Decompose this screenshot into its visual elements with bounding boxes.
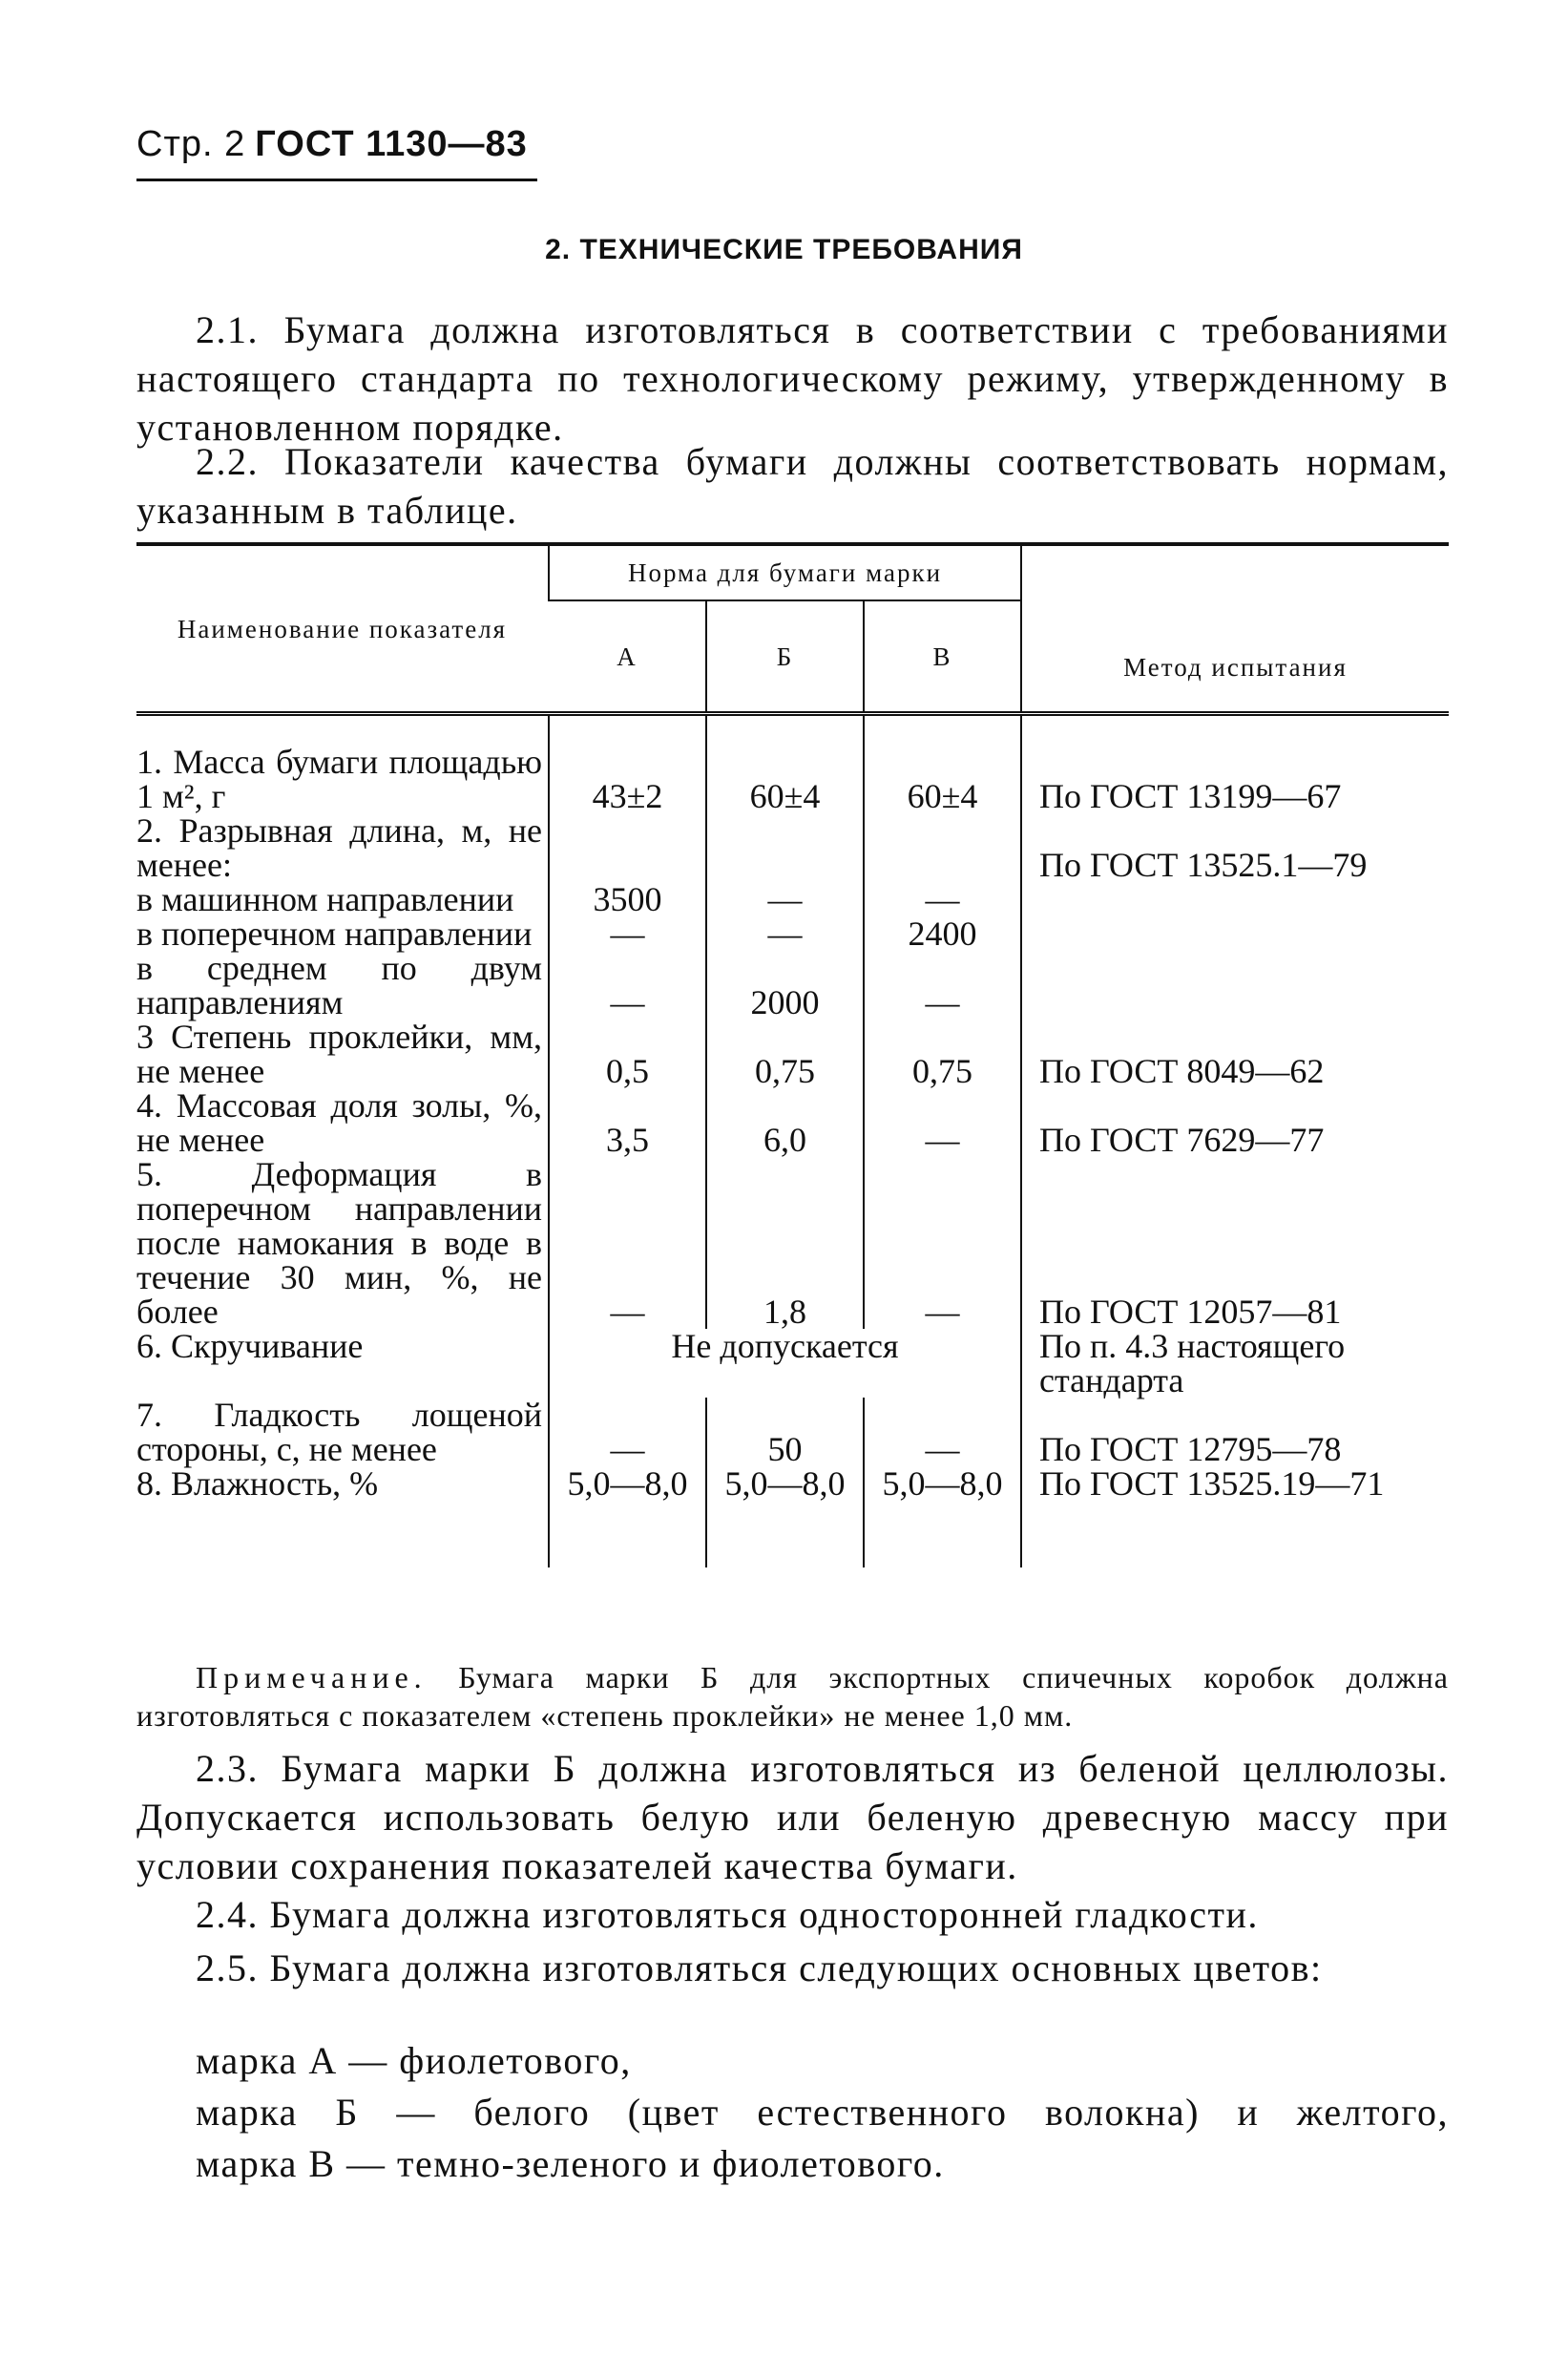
cell-v: — [864, 1398, 1021, 1466]
cell-b: 50 [706, 1398, 864, 1466]
row-name: 8. Влажность, % [136, 1464, 379, 1503]
cell-b [706, 813, 864, 882]
row-name: 5. Деформация в поперечном направлении после намокания в воде в течение 30 мин, %, не более [136, 1155, 542, 1331]
note-label: Примечание. [196, 1660, 428, 1694]
cell-method [1021, 882, 1449, 916]
cell-b: 60±4 [706, 745, 864, 813]
cell-a: 3500 [549, 882, 706, 916]
cell-method: По ГОСТ 13525.1—79 [1021, 813, 1449, 882]
table-row [136, 1398, 1449, 1466]
cell-b: 0,75 [706, 1020, 864, 1088]
header-method: Метод испытания [1021, 544, 1449, 714]
gost-number: ГОСТ 1130—83 [255, 124, 528, 164]
cell-a: 43±2 [549, 745, 706, 813]
cell-method [1021, 951, 1449, 1020]
cell-b: — [706, 916, 864, 951]
cell-a [549, 813, 706, 882]
header-grade-b: Б [706, 600, 864, 714]
cell-a: — [549, 1398, 706, 1466]
row-name: в среднем по двум направлениям [136, 949, 542, 1021]
cell-a: 3,5 [549, 1088, 706, 1157]
cell-method: По ГОСТ 12057—81 [1021, 1157, 1449, 1329]
cell-v: 60±4 [864, 745, 1021, 813]
paragraph-2-4: 2.4. Бумага должна изготовляться односторонней гладкости. [196, 1893, 1259, 1936]
cell-v: 2400 [864, 916, 1021, 951]
header-rule [136, 179, 537, 181]
cell-method: По ГОСТ 7629—77 [1021, 1088, 1449, 1157]
quality-table [136, 542, 1449, 1567]
row-name: 7. Гладкость лощеной стороны, с, не менее [136, 1396, 542, 1468]
cell-a: — [549, 1157, 706, 1329]
cell-b: 6,0 [706, 1088, 864, 1157]
cell-b: 2000 [706, 951, 864, 1020]
paragraph-2-1: 2.1. Бумага должна изготовляться в соответствии с требованиями настоящего стандарта по технологическому режиму, утвержденному в установленном порядке. [136, 308, 1449, 449]
table-row [136, 1329, 1449, 1398]
paragraph-2-5: 2.5. Бумага должна изготовляться следующих основных цветов: [196, 1946, 1323, 1989]
paragraph-2-2: 2.2. Показатели качества бумаги должны соответствовать нормам, указанным в таблице. [136, 440, 1449, 532]
color-line-v: марка В — темно-зеленого и фиолетового. [196, 2142, 945, 2185]
table-row [136, 916, 1449, 951]
cell-v: — [864, 882, 1021, 916]
row-name: 3 Степень проклейки, мм, не менее [136, 1018, 542, 1090]
paragraph-2-3: 2.3. Бумага марки Б должна изготовляться из беленой целлюлозы. Допускается использовать белую или беленую древесную массу при условии сохранения показателей качества бумаги. [136, 1747, 1449, 1887]
cell-method: По ГОСТ 13199—67 [1021, 745, 1449, 813]
cell-v: — [864, 1088, 1021, 1157]
row-name: 2. Разрывная длина, м, не менее: [136, 811, 542, 884]
cell-method: По ГОСТ 12795—78 [1021, 1398, 1449, 1466]
table-row [136, 1020, 1449, 1088]
cell-a: — [549, 951, 706, 1020]
page-header [136, 124, 528, 165]
cell-a: 0,5 [549, 1020, 706, 1088]
row-name: в машинном направлении [136, 880, 514, 918]
table-note [136, 1658, 1449, 1735]
cell-v: 0,75 [864, 1020, 1021, 1088]
cell-b: 1,8 [706, 1157, 864, 1329]
table-row [136, 1088, 1449, 1157]
row-name: в поперечном направлении [136, 915, 533, 953]
table-row [136, 813, 1449, 882]
cell-a: — [549, 916, 706, 951]
table-row [136, 1157, 1449, 1329]
section-title: 2. ТЕХНИЧЕСКИЕ ТРЕБОВАНИЯ [545, 234, 1023, 265]
color-line-a: марка А — фиолетового, [196, 2039, 632, 2082]
cell-v: — [864, 1157, 1021, 1329]
cell-b: — [706, 882, 864, 916]
page-number: Стр. 2 [136, 124, 246, 164]
row-name: 4. Массовая доля золы, %, не менее [136, 1086, 542, 1159]
cell-b: 5,0—8,0 [706, 1466, 864, 1501]
header-grade-v: В [864, 600, 1021, 714]
cell-v: — [864, 951, 1021, 1020]
header-name: Наименование показателя [177, 614, 508, 643]
table-row [136, 1466, 1449, 1501]
note-text: Бумага марки Б для экспортных спичечных коробок должна изготовляться с показателем «степень проклейки» не менее 1,0 мм. [136, 1660, 1450, 1733]
cell-merged: Не допускается [549, 1329, 1021, 1398]
cell-method [1021, 916, 1449, 951]
row-name: 1. Масса бумаги площадью 1 м², г [136, 743, 542, 815]
cell-method: По ГОСТ 13525.19—71 [1021, 1466, 1449, 1501]
cell-a: 5,0—8,0 [549, 1466, 706, 1501]
header-grade-a: А [549, 600, 706, 714]
cell-method: По ГОСТ 8049—62 [1021, 1020, 1449, 1088]
header-norm: Норма для бумаги марки [549, 544, 1021, 600]
table-row [136, 745, 1449, 813]
cell-v [864, 813, 1021, 882]
table-row [136, 882, 1449, 916]
row-name: 6. Скручивание [136, 1327, 364, 1365]
table-row [136, 951, 1449, 1020]
color-line-b: марка Б — белого (цвет естественного волокна) и желтого, [196, 2091, 1449, 2134]
cell-v: 5,0—8,0 [864, 1466, 1021, 1501]
cell-method: По п. 4.3 настоящего стандарта [1021, 1329, 1449, 1398]
